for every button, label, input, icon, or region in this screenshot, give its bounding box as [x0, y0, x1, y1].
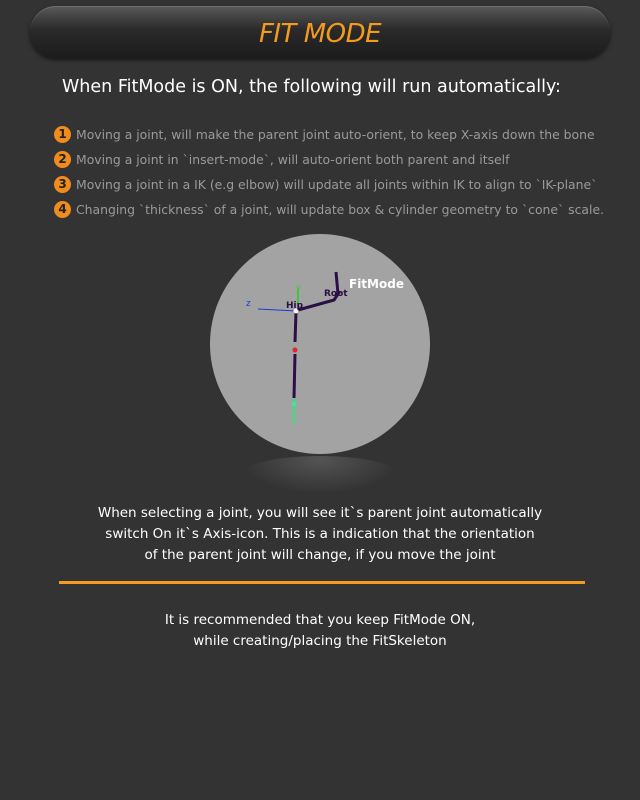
divider	[59, 581, 585, 584]
viewport-reflection	[240, 456, 400, 494]
ankle-joint	[292, 402, 296, 406]
z-axis-label: z	[246, 299, 251, 309]
recommendation-line: It is recommended that you keep FitMode ON,	[164, 612, 476, 628]
description-line: of the parent joint will change, if you move the joint	[144, 547, 496, 563]
knee-joint	[293, 348, 298, 353]
upper-leg-bone	[295, 312, 296, 342]
lower-leg-bone	[294, 354, 295, 398]
description-line: When selecting a joint, you will see it`s parent joint automatically	[97, 505, 543, 521]
step-text: Changing `thickness` of a joint, will update box & cylinder geometry to `cone` scale.	[76, 202, 605, 217]
step-text: Moving a joint in a IK (e.g elbow) will update all joints within IK to align to `IK-plane`	[76, 177, 598, 192]
root-label: Root	[324, 289, 348, 299]
recommendation-line: while creating/placing the FitSkeleton	[193, 633, 447, 649]
header-banner	[30, 6, 610, 58]
fitmode-label: FitMode	[349, 277, 404, 291]
step-number-badge: 2	[54, 151, 71, 168]
hip-label: Hip	[286, 301, 304, 311]
y-axis-label: y	[296, 283, 301, 292]
recommendation-text	[60, 610, 580, 652]
step-number-badge: 3	[54, 176, 71, 193]
skeleton-viewport	[210, 234, 430, 454]
description-text	[60, 503, 580, 566]
step-text: Moving a joint, will make the parent joint auto-orient, to keep X-axis down the bone	[76, 127, 595, 142]
step-text: Moving a joint in `insert-mode`, will auto-orient both parent and itself	[76, 152, 510, 167]
intro-heading: When FitMode is ON, the following will run automatically:	[62, 77, 561, 97]
page-title: FIT MODE	[258, 19, 382, 49]
step-number-badge: 4	[54, 201, 71, 218]
skeleton-diagram	[210, 234, 430, 454]
step-number-badge: 1	[54, 126, 71, 143]
description-line: switch On it`s Axis-icon. This is a indication that the orientation	[105, 526, 535, 542]
